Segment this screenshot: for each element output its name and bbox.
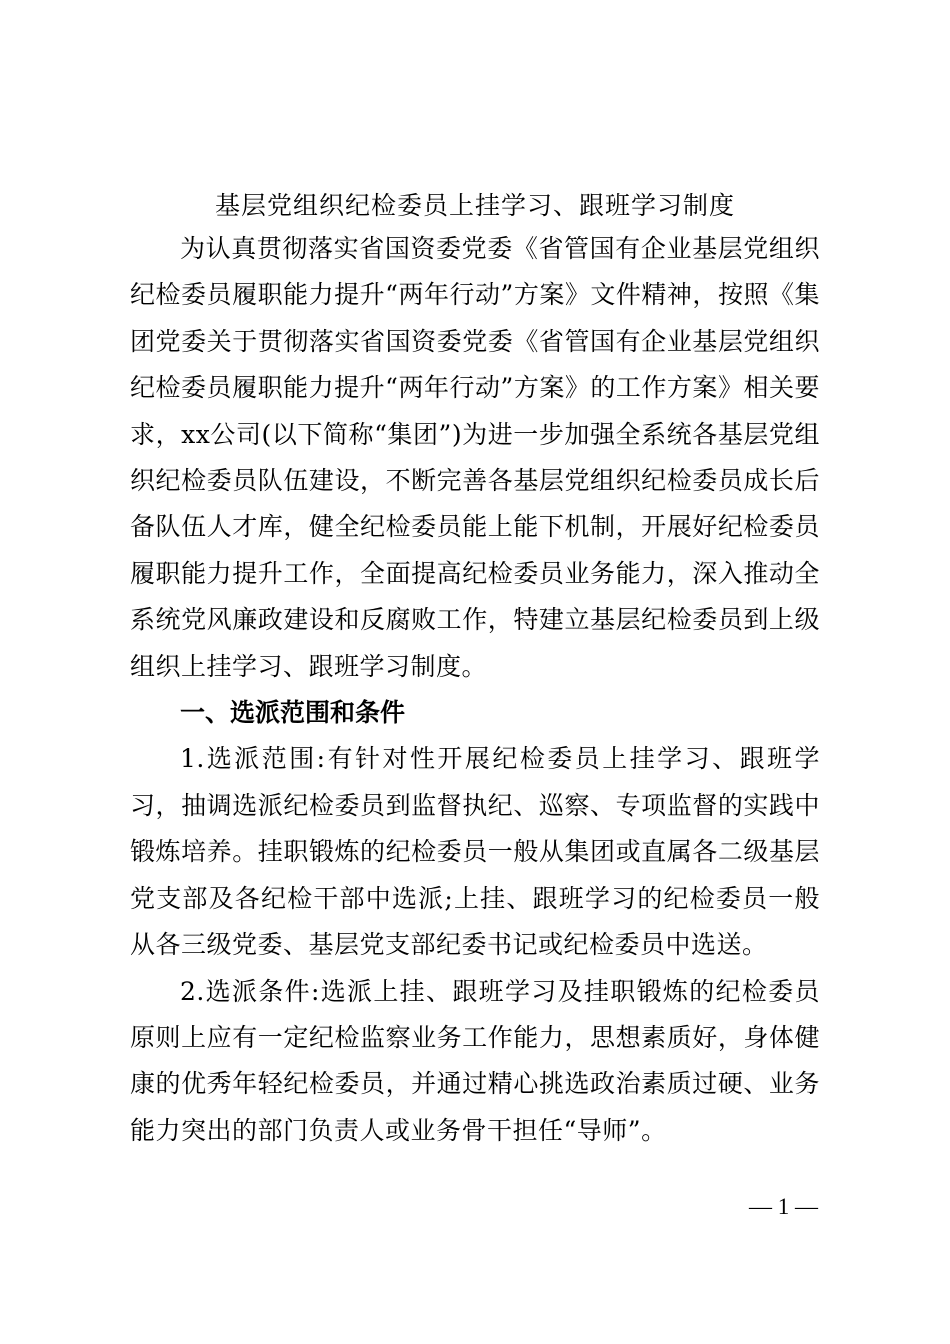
document-body [130,186,820,1154]
page-number: — 1 — [749,1194,818,1219]
section-1-item-2: 2.选派条件:选派上挂、跟班学习及挂职锻炼的纪检委员原则上应有一定纪检监察业务工作能力，思想素质好，身体健康的优秀年轻纪检委员，并通过精心挑选政治素质过硬、业务能力突出的部门负责人或业务骨干担任“导师”。 [130,976,820,1145]
intro-paragraph: 为认真贯彻落实省国资委党委《省管国有企业基层党组织纪检委员履职能力提升“两年行动”方案》文件精神，按照《集团党委关于贯彻落实省国资委党委《省管国有企业基层党组织纪检委员履职能力提升“两年行动”方案》的工作方案》相关要求，xx公司(以下简称“集团”)为进一步加强全系统各基层党组织纪检委员队伍建设，不断完善各基层党组织纪检委员成长后备队伍人才库，健全纪检委员能上能下机制，开展好纪检委员履职能力提升工作，全面提高纪检委员业务能力，深入推动全系统党风廉政建设和反腐败工作，特建立基层纪检委员到上级组织上挂学习、跟班学习制度。 [130,234,820,681]
document-title: 基层党组织纪检委员上挂学习、跟班学习制度 [214,191,735,220]
section-1-item-1: 1.选派范围:有针对性开展纪检委员上挂学习、跟班学习，抽调选派纪检委员到监督执纪、巡察、专项监督的实践中锻炼培养。挂职锻炼的纪检委员一般从集团或直属各二级基层党支部及各纪检干部中选派;上挂、跟班学习的纪检委员一般从各三级党委、基层党支部纪委书记或纪检委员中选送。 [130,744,820,960]
section-heading-1: 一、选派范围和条件 [180,698,406,728]
